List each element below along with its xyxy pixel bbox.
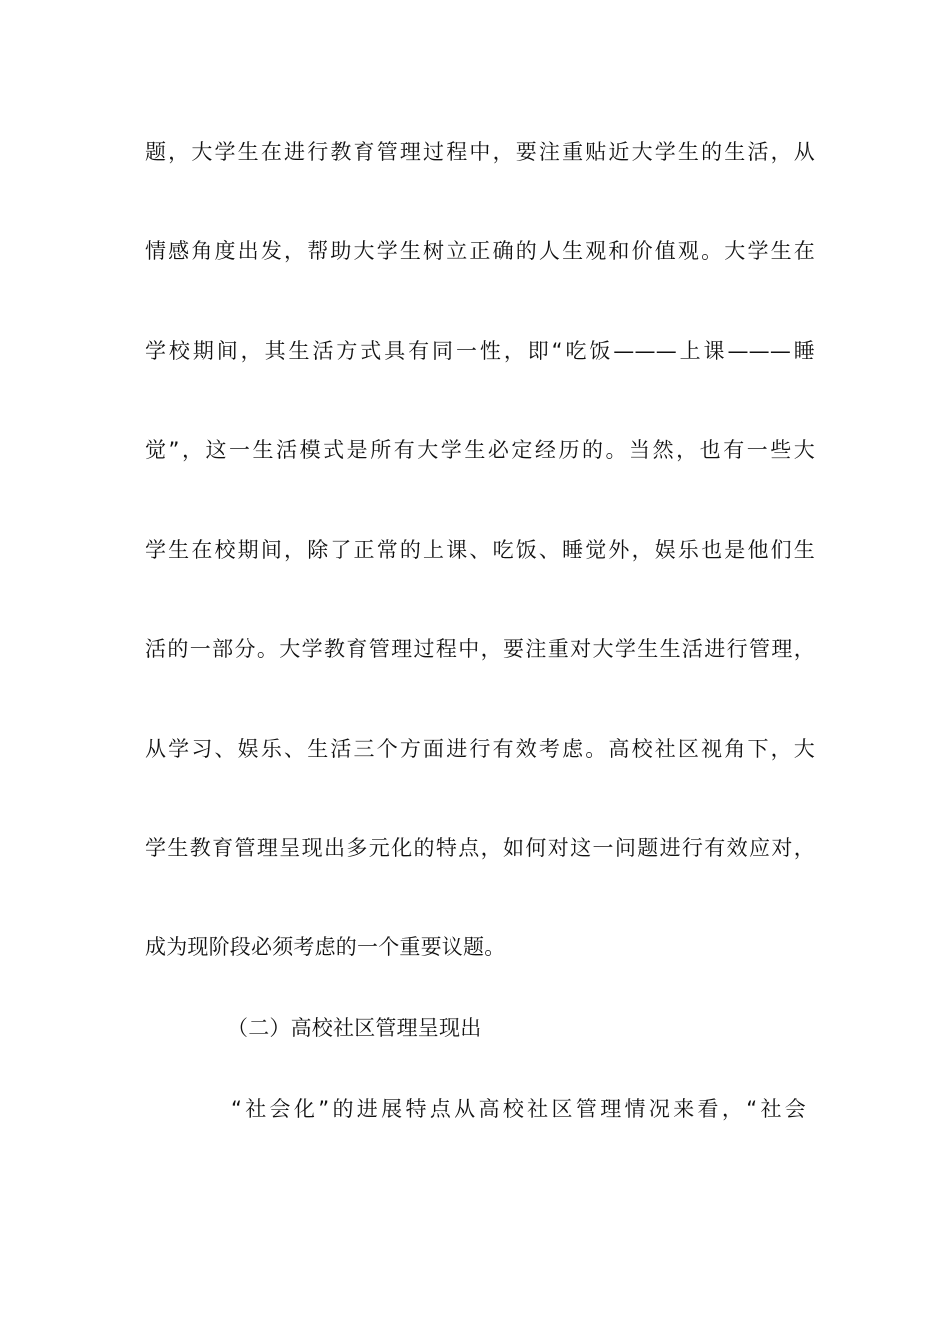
paragraph-line-2: 情感角度出发，帮助大学生树立正确的人生观和价值观。大学生在 — [145, 239, 815, 263]
paragraph-line-6: 活的一部分。大学教育管理过程中，要注重对大学生生活进行管理， — [145, 637, 815, 661]
paragraph-line-1: 题，大学生在进行教育管理过程中，要注重贴近大学生的生活，从 — [145, 140, 815, 164]
paragraph-line-8: 学生教育管理呈现出多元化的特点，如何对这一问题进行有效应对， — [145, 836, 815, 860]
paragraph-line-9: 成为现阶段必须考虑的一个重要议题。 — [145, 935, 506, 959]
section-heading: （二）高校社区管理呈现出 — [227, 1016, 482, 1040]
paragraph-line-4: 觉”，这一生活模式是所有大学生必定经历的。当然，也有一些大 — [145, 438, 815, 462]
paragraph-line-5: 学生在校期间，除了正常的上课、吃饭、睡觉外，娱乐也是他们生 — [145, 538, 815, 562]
paragraph-line-7: 从学习、娱乐、生活三个方面进行有效考虑。高校社区视角下，大 — [145, 737, 815, 761]
paragraph-line-3: 学校期间，其生活方式具有同一性，即“吃饭———上课———睡 — [145, 339, 815, 363]
next-paragraph-line: “社会化”的进展特点从高校社区管理情况来看，“社会 — [231, 1097, 806, 1121]
